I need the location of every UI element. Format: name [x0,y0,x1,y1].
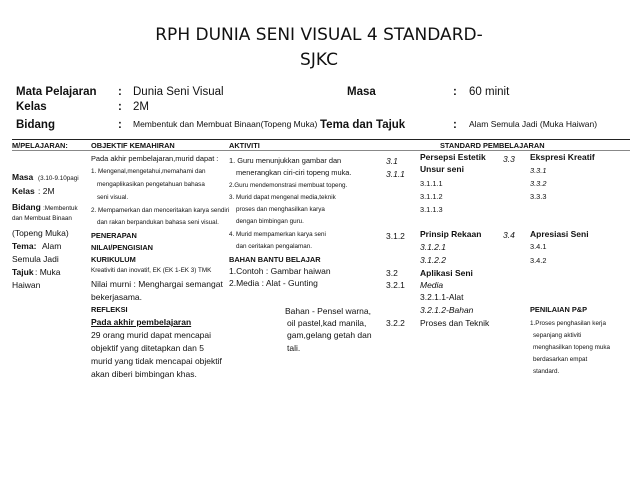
refleksi-line2: 29 orang murid dapat mencapai [91,330,212,340]
aktiviti-4-line2: dan ceritakan pengalaman. [236,243,312,250]
bahan-line4: oil pastel,kad manila, [287,318,367,328]
objektif-1-line1: 1. Mengenal,mengetahui,memahami dan [91,168,206,175]
bidang-colon: : [118,119,122,131]
col1-tajuk-label: Tajuk [12,267,34,277]
persepsi-estetik: Persepsi Estetik [420,152,486,162]
std-3-2-1-1: 3.2.1.1-Alat [420,292,464,302]
nilai-line2: bekerjasama. [91,292,143,302]
objektif-2-line2: dan rakan berpandukan bahasa seni visual. [97,219,219,226]
std-3-2-1: 3.2.1 [386,280,405,290]
kelas-value: 2M [133,101,149,113]
std-3-4: 3.4 [503,230,515,240]
std-3-2: 3.2 [386,268,398,278]
std-3-1-2-2: 3.1.2.2 [420,255,446,265]
col1-bidang-line3: (Topeng Muka) [12,228,69,238]
mata-pelajaran-colon: : [118,86,122,98]
nilai-line1: Nilai murni : Menghargai semangat [91,279,223,289]
aktiviti-3-line2: proses dan menghasilkan karya [236,206,325,213]
std-3-1-1-3: 3.1.1.3 [420,205,443,214]
page-title-line1: RPH DUNIA SENI VISUAL 4 STANDARD- [155,25,483,45]
std-3-2-2: 3.2.2 [386,318,405,328]
col1-bidang-line2: dan Membuat Binaan [12,215,72,222]
nilai-heading: NILAI/PENGISIAN [91,243,154,252]
bahan-line1: 1.Contoh : Gambar haiwan [229,266,331,276]
std-3-4-2: 3.4.2 [530,256,547,265]
col1-bidang-label: Bidang [12,202,41,212]
col1-masa-label: Masa [12,172,34,182]
bahan-heading: BAHAN BANTU BELAJAR [229,255,321,264]
col1-tajuk-value: : Muka [35,267,61,277]
media-label: Media [420,280,444,290]
aktiviti-3-line3: dengan bimbingan guru. [236,218,304,225]
objektif-heading: OBJEKTIF KEMAHIRAN [91,141,175,150]
aktiviti-2: 2.Guru mendemonstrasi membuat topeng. [229,182,348,189]
col1-tema-value: Alam [42,241,62,251]
refleksi-line1: Pada akhir pembelajaran [91,317,192,327]
std-3-3-1: 3.3.1 [530,166,547,175]
col1-bidang-value: :Membentuk [43,205,78,212]
bahan-line5: gam,gelang getah dan [287,330,372,340]
aplikasi-seni: Aplikasi Seni [420,268,473,278]
refleksi-line4: murid yang tidak mencapai objektif [91,356,222,366]
std-3-1-2-1: 3.1.2.1 [420,242,446,252]
std-3-1-2: 3.1.2 [386,231,405,241]
kelas-colon: : [118,101,122,113]
masa-colon: : [453,86,457,98]
mata-pelajaran-value: Dunia Seni Visual [133,86,224,98]
penilaian-heading: PENILAIAN P&P [530,305,588,314]
bahan-line3: Bahan - Pensel warna, [285,306,371,316]
col1-tema-label: Tema: [12,241,37,251]
col1-heading: M/PELAJARAN: [12,141,68,150]
objektif-2-line1: 2. Mempamerkan dan menceritakan karya sendiri [91,207,230,214]
std-3-1-1-1: 3.1.1.1 [420,179,443,188]
std-3-1-1-2: 3.1.1.2 [420,192,443,201]
penilaian-line1: 1.Proses penghasilan kerja [530,320,606,327]
bidang-value: Membentuk dan Membuat Binaan(Topeng Muka) [133,119,318,129]
refleksi-heading: REFLEKSI [91,305,128,314]
kurikulum-value: Kreativiti dan inovatif, EK (EK 1-EK 3) TMK [91,267,212,274]
kurikulum-heading: KURIKULUM [91,255,136,264]
unsur-seni: Unsur seni [420,164,464,174]
penerapan-heading: PENERAPAN [91,231,137,240]
std-3-1-1: 3.1.1 [386,169,405,179]
std-3-3-3: 3.3.3 [530,192,547,201]
tema-colon: : [453,119,457,131]
bidang-label: Bidang [16,119,55,131]
page-title-line2: SJKC [300,50,338,70]
masa-value: 60 minit [469,86,510,98]
ekspresi-kreatif: Ekspresi Kreatif [530,152,595,162]
kelas-label: Kelas [16,101,47,113]
bahan-line2: 2.Media : Alat - Gunting [229,278,318,288]
refleksi-line3: objektif yang ditetapkan dan 5 [91,343,204,353]
table-top-rule [12,139,630,140]
col1-kelas-value: : 2M [38,186,55,196]
std-3-1: 3.1 [386,156,398,166]
col1-tajuk-line2: Haiwan [12,280,41,290]
aktiviti-1-line1: 1. Guru menunjukkan gambar dan [229,156,342,165]
std-3-2-1-2: 3.2.1.2-Bahan [420,305,474,315]
standard-heading: STANDARD PEMBELAJARAN [440,141,545,150]
tema-label: Tema dan Tajuk [320,119,406,131]
proses-teknik: Proses dan Teknik [420,318,490,328]
mata-pelajaran-label: Mata Pelajaran [16,86,97,98]
aktiviti-3-line1: 3. Murid dapat mengenal media,teknik [229,194,336,201]
objektif-1-line2: mengaplikasikan pengetahuan bahasa [97,181,205,188]
apresiasi-seni: Apresiasi Seni [530,229,589,239]
col1-kelas-label: Kelas [12,186,35,196]
std-3-4-1: 3.4.1 [530,242,547,251]
masa-label: Masa [347,86,376,98]
objektif-1-line3: seni visual. [97,194,129,201]
std-3-3-2: 3.3.2 [530,179,547,188]
tema-value: Alam Semula Jadi (Muka Haiwan) [469,119,598,129]
aktiviti-heading: AKTIVITI [229,141,260,150]
prinsip-rekaan: Prinsip Rekaan [420,229,482,239]
col1-masa-value: (3.10-9.10pagi [38,175,79,182]
aktiviti-4-line1: 4. Murid mempamerkan karya seni [229,231,326,238]
objektif-intro: Pada akhir pembelajaran,murid dapat : [91,154,219,163]
col1-tema-line2: Semula Jadi [12,254,59,264]
penilaian-line5: standard. [533,368,560,375]
bahan-line6: tali. [287,343,301,353]
penilaian-line2: sepanjang aktiviti [533,332,582,339]
std-3-3: 3.3 [503,154,515,164]
refleksi-line5: akan diberi bimbingan khas. [91,369,197,379]
penilaian-line4: berdasarkan empat [533,356,588,363]
aktiviti-1-line2: menerangkan ciri-ciri topeng muka. [236,168,352,177]
penilaian-line3: menghasilkan topeng muka [533,344,611,351]
